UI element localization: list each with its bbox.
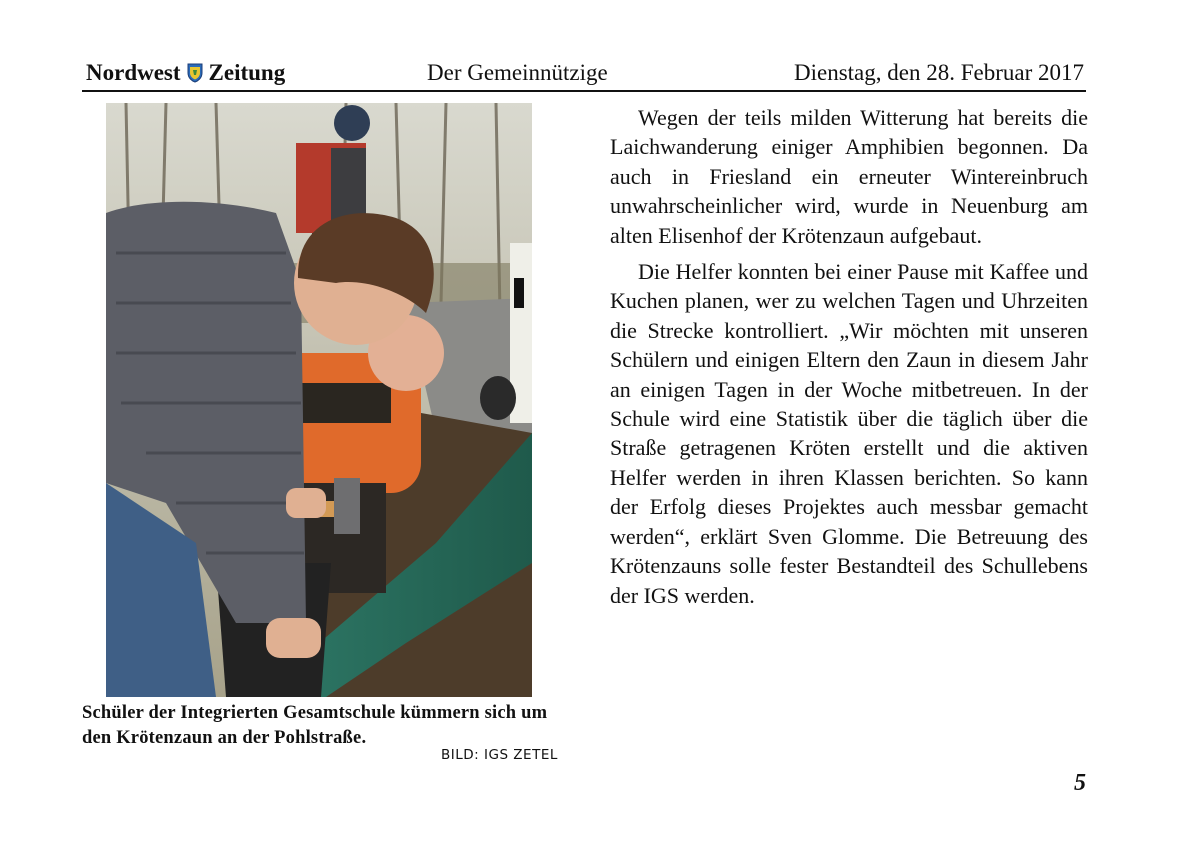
masthead-name-left: Nordwest (86, 60, 181, 85)
photo-caption: Schüler der Integrierten Gesamtschule kümmern sich um den Krötenzaun an der Pohlstraße. (82, 703, 548, 748)
section-title: Der Gemeinnützige (427, 60, 608, 85)
page-number: 5 (1074, 770, 1086, 796)
issue-date: Dienstag, den 28. Februar 2017 (794, 60, 1084, 85)
article-photo (106, 103, 532, 697)
article-paragraph: Die Helfer konnten bei einer Pause mit Kaffee und Kuchen planen, wer zu welchen Tagen und Uhrzeiten die Strecke kontrolliert. „Wir möchten mit unseren Schülern und einigen Eltern den Zaun in diesem Jahr an einigen Tagen in der Woche mitbetreuen. In der Schule wird eine Statistik über die täglich über die Straße getragenen Kröten erstellt und die aktiven Helfer werden in ihren Klassen berichten. So kann der Erfolg dieses Projektes auch messbar gemacht werden“, erklärt Sven Glomme. Die Betreuung des Krötenzauns solle fester Bestandteil des Schullebens der IGS werden. (610, 259, 1088, 608)
article-paragraph: Wegen der teils milden Witterung hat bereits die Laichwanderung einiger Amphibien begonnen. Da auch in Friesland ein erneuter Wintereinbruch unwahrscheinlicher wird, wurde in Neuenburg am alten Elisenhof der Krötenzaun aufgebaut. (610, 105, 1088, 248)
photo-credit: BILD: IGS ZETEL (441, 747, 558, 763)
masthead (86, 60, 285, 86)
masthead-name-right: Zeitung (208, 60, 286, 85)
crest-icon (187, 63, 203, 83)
page-header (82, 58, 1086, 92)
article-body (610, 103, 1088, 617)
